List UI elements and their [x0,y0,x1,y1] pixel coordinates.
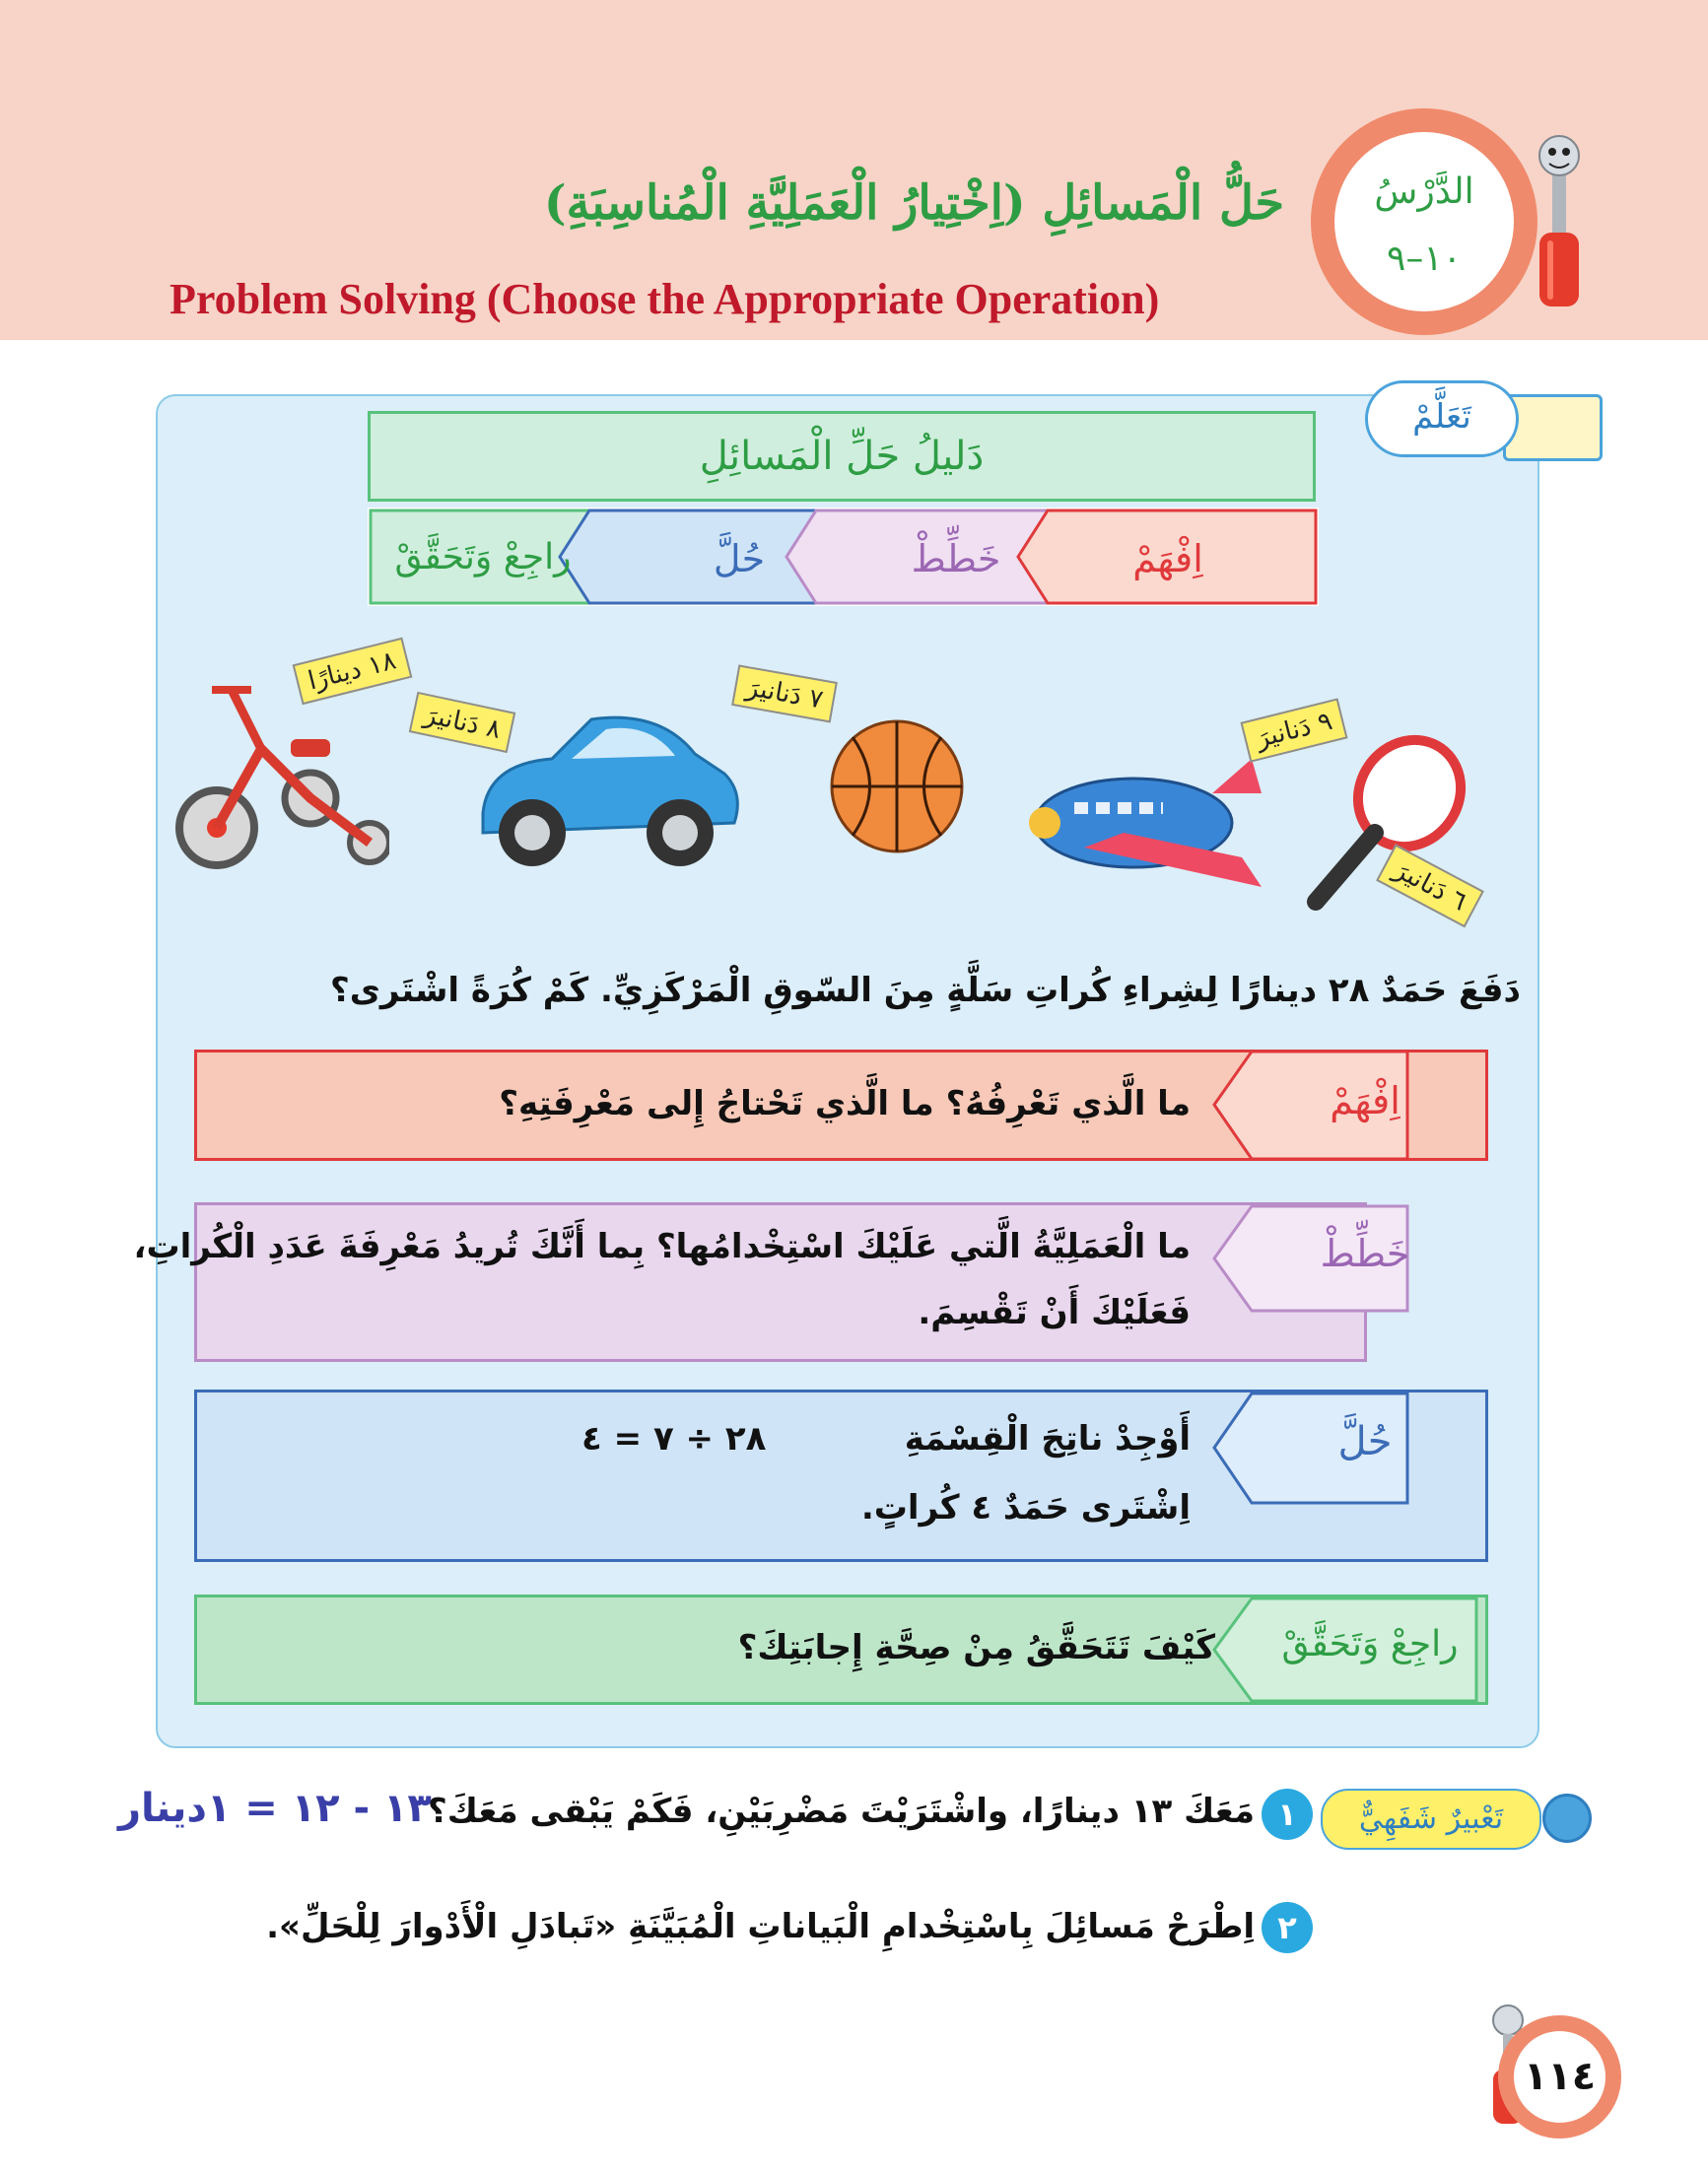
question-1-answer: ١٣ - ١٢ = ١دينار [118,1786,432,1831]
step-plan-label: خَطِّطْ [911,537,1001,580]
tricycle-icon [172,680,389,877]
learn-badge: تَعَلَّمْ [1365,380,1519,457]
toy-plane-icon [1015,739,1271,907]
lesson-title-arabic: حَلُّ الْمَسائِلِ (اِخْتِيارُ الْعَمَلِيَّةِ الْمُناسِبَةِ) [543,175,1284,231]
solve-equation: ٢٨ ÷ ٧ = ٤ [581,1419,767,1459]
solve-label: حُلَّ [1337,1419,1393,1464]
question-2-text: اِطْرَحْ مَسائِلَ بِاسْتِخْدامِ الْبَياناتِ الْمُبَيَّنَةِ «تَبادَلِ الْأَدْوارَ لِلْحَلِّ». [266,1907,1255,1946]
solve-line-2: اِشْتَرى حَمَدٌ ٤ كُراتٍ. [860,1488,1191,1528]
price-tag-car: ٨ دَنانيرَ [409,692,516,753]
price-tag-tricycle: ١٨ دينارًا [293,638,412,705]
open-book-icon [1503,394,1603,461]
lesson-word: الدَّرْسُ [1374,171,1474,212]
step-check-label: راجِعْ وَتَحَقَّقْ [394,537,572,577]
price-tag-plane: ٩ دَنانيرَ [1240,698,1348,763]
word-problem-question: دَفَعَ حَمَدٌ ٢٨ دينارًا لِشِراءِ كُراتِ سَلَّةٍ مِنَ السّوقِ الْمَرْكَزِيِّ. كَمْ كُرَةً اشْتَرى؟ [330,971,1521,1010]
lesson-number: ١٠–٩ [1386,238,1462,279]
question-2-number: ٢ [1262,1902,1313,1953]
basketball-icon [828,717,966,855]
question-1-number: ١ [1262,1789,1313,1840]
check-label: راجِعْ وَتَحَقَّقْ [1281,1624,1459,1664]
step-solve-label: حُلَّ [713,537,766,580]
plan-label: خَطِّطْ [1320,1232,1410,1275]
guide-title: دَليلُ حَلِّ الْمَسائِلِ [368,411,1316,502]
check-text: كَيْفَ تَتَحَقَّقُ مِنْ صِحَّةِ إِجابَتِكَ؟ [737,1628,1215,1667]
understand-label: اِفْهَمْ [1330,1079,1401,1122]
lesson-title-english: Problem Solving (Choose the Appropriate Operation) [170,275,1160,323]
page-number: ١١٤ [1498,2015,1621,2139]
solve-line-1: أَوْجِدْ ناتِجَ الْقِسْمَةِ [904,1419,1191,1459]
understand-text: ما الَّذي تَعْرِفُهُ؟ ما الَّذي تَحْتاجُ إِلى مَعْرِفَتِهِ؟ [499,1084,1191,1123]
oral-expression-badge: تَعْبيرٌ شَفَهِيٌّ [1321,1789,1541,1850]
plan-line-2: فَعَلَيْكَ أَنْ تَقْسِمَ. [918,1293,1191,1332]
speaker-icon [1542,1794,1592,1843]
lesson-number-badge [1311,108,1537,335]
price-tag-racket: ٦ دَنانيرَ [1376,844,1484,927]
price-tag-ball: ٧ دَنانيرَ [731,664,838,722]
step-understand-label: اِفْهَمْ [1132,537,1203,580]
plan-line-1: ما الْعَمَلِيَّةُ الَّتي عَلَيْكَ اسْتِخْدامُها؟ بِما أَنَّكَ تُريدُ مَعْرِفَةَ عَدَدِ الْكُراتِ، [133,1227,1191,1266]
question-1-text: مَعَكَ ١٣ دينارًا، واشْتَرَيْتَ مَضْرِبَيْنِ، فَكَمْ يَبْقى مَعَكَ؟ [428,1792,1255,1831]
